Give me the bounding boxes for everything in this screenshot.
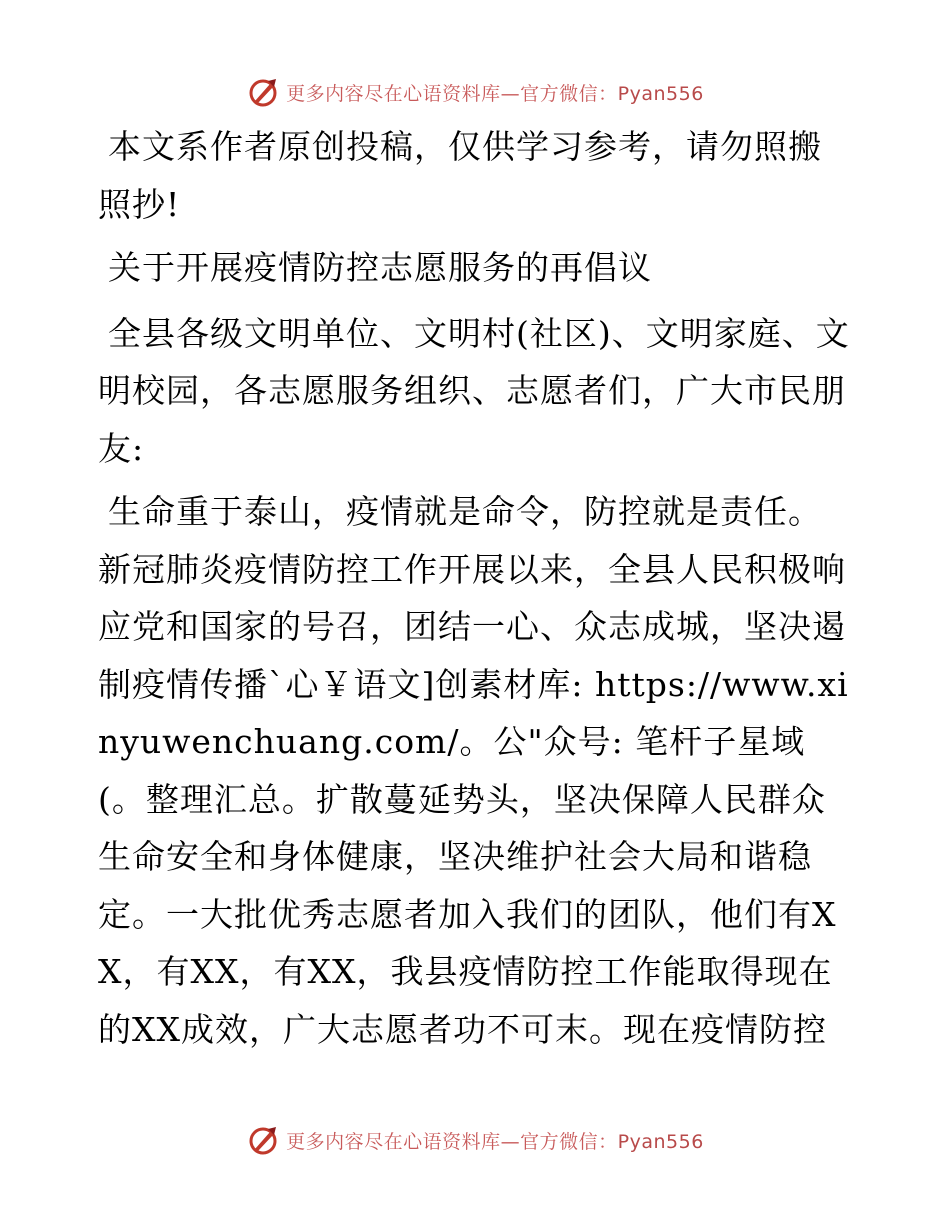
header-banner-text: 更多内容尽在心语资料库—官方微信：Pyan556 (286, 82, 704, 105)
document-title: 关于开展疫情防控志愿服务的再倡议 (108, 248, 652, 287)
body-paragraph: 生命重于泰山，疫情就是命令，防控就是责任。新冠肺炎疫情防控工作开展以来，全县人民积极响应党和国家的号召，团结一心、众志成城，坚决遏制疫情传播`心￥语文]创素材库: https://www.xinyuwenchuang.com/。公"众号: 笔杆子星域(。整理汇总。扩散蔓延势头，坚决保障人民群众生命安全和身体健康，坚决维护社会大局和谐稳定。一大批优秀志愿者加入我们的团队，他们有XX，有XX，有XX，我县疫情防控工作能取得现在的XX成效，广大志愿者功不可末。现在疫情防控 (98, 492, 849, 1049)
salutation: 全县各级文明单位、文明村(社区)、文明家庭、文明校园，各志愿服务组织、志愿者们，广大市民朋友: (98, 313, 850, 468)
quill-logo-icon (246, 1123, 280, 1157)
copyright-notice: 本文系作者原创投稿，仅供学习参考，请勿照搬照抄! (98, 127, 822, 224)
document-body (98, 118, 850, 1064)
header-banner (0, 70, 950, 114)
header-wechat-id: Pyan556 (617, 82, 704, 105)
footer-banner (0, 1118, 950, 1162)
footer-banner-text: 更多内容尽在心语资料库—官方微信：Pyan556 (286, 1130, 704, 1153)
footer-wechat-id: Pyan556 (617, 1130, 704, 1153)
quill-logo-icon (246, 75, 280, 109)
